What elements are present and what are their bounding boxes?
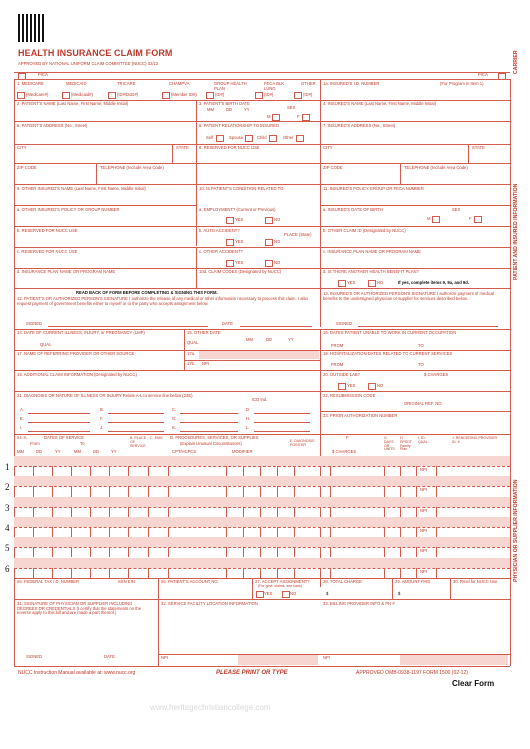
field-9c: c. RESERVED FOR NUCC USE bbox=[17, 249, 78, 254]
employment-no: NO bbox=[274, 217, 281, 222]
dx-h: H. bbox=[246, 416, 251, 421]
type-tricare: TRICARE bbox=[117, 81, 136, 86]
tricare-sub: (ID#/DoD#) bbox=[117, 92, 139, 97]
field-10b: b. AUTO ACCIDENT? bbox=[199, 228, 240, 233]
field-22: 22. RESUBMISSION CODE bbox=[323, 393, 376, 398]
service-line-input[interactable] bbox=[14, 486, 510, 496]
service-line-number: 3 bbox=[5, 502, 10, 513]
group-checkbox[interactable] bbox=[206, 92, 214, 99]
f3-yy: YY bbox=[244, 107, 250, 112]
f16-to: TO bbox=[418, 343, 424, 348]
service-line-shaded-row bbox=[14, 517, 510, 527]
field-20: 20. OUTSIDE LAB? bbox=[323, 372, 361, 377]
field-17b: 17b. bbox=[187, 361, 196, 366]
field-31: 31. SIGNATURE OF PHYSICIAN OR SUPPLIER INCLUDING DEGREES OR CREDENTIALS (I certify that the statements on the reverse apply to this bill and are made a part thereof.) bbox=[17, 601, 142, 616]
other-accident-no-checkbox[interactable] bbox=[265, 260, 273, 267]
field-13: 13. INSURED'S OR AUTHORIZED PERSON'S SIGNATURE I authorize payment of medical benefits to the undersigned physician or supplier for services described below. bbox=[323, 291, 494, 301]
qr-code bbox=[18, 14, 46, 42]
service-line-input[interactable] bbox=[14, 568, 510, 578]
service-line-npi: NPI bbox=[420, 467, 427, 473]
field-33: 33. BILLING PROVIDER INFO & PH # bbox=[323, 601, 395, 606]
rel-spouse: Spouse bbox=[229, 135, 244, 140]
service-line-divider bbox=[510, 547, 511, 557]
type-group: GROUP HEALTH PLAN bbox=[214, 81, 247, 91]
service-line-divider bbox=[510, 486, 511, 496]
dx-d: D. bbox=[246, 407, 251, 412]
field-17: 17. NAME OF REFERRING PROVIDER OR OTHER SOURCE bbox=[17, 351, 135, 356]
service-line-shaded-row bbox=[14, 476, 510, 486]
footer-approved: APPROVED OMB-0938-1197 FORM 1500 (02-12) bbox=[356, 670, 468, 676]
rel-self-checkbox[interactable] bbox=[216, 135, 224, 142]
watermark: www.heritagechristiancollege.com bbox=[150, 703, 271, 712]
field-32: 32. SERVICE FACILITY LOCATION INFORMATION bbox=[161, 601, 258, 606]
dx-g: G. bbox=[172, 416, 177, 421]
field-11a: a. INSURED'S DATE OF BIRTH bbox=[323, 207, 383, 212]
field-6: 6. PATIENT RELATIONSHIP TO INSURED bbox=[199, 123, 279, 128]
f15-qual: QUAL bbox=[187, 340, 199, 345]
feca-checkbox[interactable] bbox=[255, 92, 263, 99]
field-14: 14. DATE OF CURRENT ILLNESS, INJURY, or PREGNANCY (LMP) bbox=[17, 330, 145, 335]
field-16: 16. DATES PATIENT UNABLE TO WORK IN CURRENT OCCUPATION bbox=[323, 330, 457, 335]
col-f: F. bbox=[346, 435, 350, 440]
orig-ref: ORIGINAL REF. NO. bbox=[404, 401, 443, 406]
rel-child: Child bbox=[257, 135, 267, 140]
f15-mm: MM bbox=[246, 337, 253, 342]
insured-state-label: STATE bbox=[472, 145, 485, 150]
field-30: 30. Rsvd for NUCC Use bbox=[453, 579, 498, 584]
field-9b: b. RESERVED FOR NUCC USE bbox=[17, 228, 78, 233]
service-line-input[interactable] bbox=[14, 507, 510, 517]
zip-label: ZIP CODE bbox=[17, 165, 37, 170]
date-31: DATE bbox=[104, 654, 115, 659]
h-yy2: YY bbox=[111, 449, 117, 454]
service-line-number: 5 bbox=[5, 543, 10, 554]
other-accident-no: NO bbox=[274, 260, 281, 265]
f17b-npi: NPI bbox=[202, 361, 209, 366]
service-line-divider bbox=[510, 527, 511, 537]
field-10c: c. OTHER ACCIDENT? bbox=[199, 249, 243, 254]
icd-ind: ICD Ind. bbox=[252, 397, 268, 402]
auto-no: NO bbox=[274, 239, 281, 244]
field-24a: 24. A. bbox=[17, 435, 28, 440]
f28-dollar: $ bbox=[326, 591, 329, 596]
field-9d: d. INSURANCE PLAN NAME OR PROGRAM NAME bbox=[17, 269, 116, 274]
field-19: 19. ADDITIONAL CLAIM INFORMATION (Designated by NUCC) bbox=[17, 372, 137, 377]
assign-yes-checkbox[interactable] bbox=[256, 591, 264, 598]
clear-form-button[interactable]: Clear Form bbox=[452, 679, 495, 688]
carrier-label: CARRIER bbox=[513, 50, 519, 74]
service-line-npi: NPI bbox=[420, 487, 427, 493]
field-28: 28. TOTAL CHARGE bbox=[323, 579, 362, 584]
field-11d: d. IS THERE ANOTHER HEALTH BENEFIT PLAN? bbox=[323, 269, 419, 274]
sex-m-checkbox[interactable] bbox=[272, 114, 280, 121]
field-25: 25. FEDERAL TAX I.D. NUMBER bbox=[17, 579, 80, 584]
service-line-input[interactable] bbox=[14, 527, 510, 537]
h-mm1: MM bbox=[17, 449, 24, 454]
f16-from: FROM bbox=[331, 343, 344, 348]
medicare-sub: (Medicare#) bbox=[26, 92, 49, 97]
service-line-shaded-row bbox=[14, 558, 510, 568]
field-15: 15. OTHER DATE bbox=[187, 330, 221, 335]
f20-charges: $ CHARGES bbox=[424, 372, 449, 377]
service-line-divider bbox=[510, 507, 511, 517]
field-17a: 17a. bbox=[187, 351, 196, 356]
pica-right: PICA bbox=[478, 72, 488, 77]
col-h: H. EPSDT Family Plan bbox=[400, 436, 412, 452]
field-18: 18. HOSPITALIZATION DATES RELATED TO CURRENT SERVICES bbox=[323, 351, 453, 356]
other-plan-no: NO bbox=[377, 280, 384, 285]
field-11b: b. OTHER CLAIM ID (Designated by NUCC) bbox=[323, 228, 406, 233]
f27-note: (For govt. claims, see back) bbox=[258, 584, 303, 588]
service-line-shaded-row bbox=[14, 497, 510, 507]
col-modifier: MODIFIER bbox=[232, 449, 253, 454]
form-title: HEALTH INSURANCE CLAIM FORM bbox=[18, 48, 173, 58]
ssn-ein: SSN EIN bbox=[118, 579, 135, 584]
col-f-charges: $ CHARGES bbox=[332, 449, 357, 454]
pica-right-checkbox[interactable] bbox=[498, 73, 506, 80]
service-line-number: 4 bbox=[5, 522, 10, 533]
city-label: CITY bbox=[17, 145, 27, 150]
field-9: 9. OTHER INSURED'S NAME (Last Name, First Name, Middle Initial) bbox=[17, 186, 146, 191]
f15-yy: YY bbox=[288, 337, 294, 342]
service-line-number: 6 bbox=[5, 563, 10, 574]
employment-yes-checkbox[interactable] bbox=[226, 217, 234, 224]
tel-label: TELEPHONE (Include Area Code) bbox=[100, 165, 164, 170]
col-b: B. PLACE OF SERVICE bbox=[130, 436, 147, 448]
state-label: STATE bbox=[176, 145, 189, 150]
h-dd1: DD bbox=[36, 449, 43, 454]
field-11c: c. INSURANCE PLAN NAME OR PROGRAM NAME bbox=[323, 249, 421, 254]
insured-sex-f-checkbox[interactable] bbox=[474, 216, 482, 223]
group-sub: (ID#) bbox=[215, 92, 225, 97]
h-dd2: DD bbox=[93, 449, 100, 454]
col-i: I. ID. QUAL. bbox=[418, 436, 429, 444]
f11a-sex: SEX bbox=[452, 207, 461, 212]
col-d-note: (Explain Unusual Circumstances) bbox=[180, 441, 242, 446]
dx-f: F. bbox=[100, 416, 104, 421]
service-line-divider bbox=[510, 466, 511, 476]
type-feca: FECA BLK LUNG bbox=[264, 81, 285, 91]
service-line-divider bbox=[510, 568, 511, 578]
service-line-npi: NPI bbox=[420, 528, 427, 534]
rel-self: Self bbox=[206, 135, 214, 140]
service-line-shaded-row bbox=[14, 456, 510, 466]
dates-of-service: DATES OF SERVICE bbox=[44, 435, 85, 440]
pica-left-checkbox[interactable] bbox=[18, 73, 26, 80]
signed-31: SIGNED bbox=[26, 654, 43, 659]
f33-npi: NPI bbox=[323, 655, 330, 660]
f32-npi: NPI bbox=[161, 655, 168, 660]
f3-dd: DD bbox=[226, 107, 233, 112]
auto-yes: YES bbox=[235, 239, 244, 244]
service-line-npi: NPI bbox=[420, 507, 427, 513]
field-12: 12. PATIENT'S OR AUTHORIZED PERSON'S SIGNATURE I authorize the release of any medical or other information necessary to process this claim. I also request payment of government benefits either to myself or to the party who accepts assignment below. bbox=[17, 296, 308, 306]
other-checkbox[interactable] bbox=[294, 92, 302, 99]
service-line-input[interactable] bbox=[14, 547, 510, 557]
field-29: 29. AMOUNT PAID bbox=[395, 579, 431, 584]
field-10: 10. IS PATIENT'S CONDITION RELATED TO: bbox=[199, 186, 285, 191]
field-9a: a. OTHER INSURED'S POLICY OR GROUP NUMBER bbox=[17, 207, 120, 212]
dx-l: L. bbox=[246, 425, 250, 430]
f11a-f: F bbox=[469, 216, 472, 221]
type-other: OTHER bbox=[301, 81, 316, 86]
other-accident-yes-checkbox[interactable] bbox=[226, 260, 234, 267]
tricare-checkbox[interactable] bbox=[108, 92, 116, 99]
dx-e: E. bbox=[20, 416, 24, 421]
field-2: 2. PATIENT'S NAME (Last Name, First Name, Middle Initial) bbox=[17, 101, 129, 106]
approval-note: APPROVED BY NATIONAL UNIFORM CLAIM COMMITTEE (NUCC) 02/12 bbox=[18, 61, 159, 66]
field-10a: a. EMPLOYMENT? (Current or Previous) bbox=[199, 207, 276, 212]
lab-yes: YES bbox=[347, 383, 356, 388]
field-3: 3. PATIENT'S BIRTH DATE bbox=[199, 101, 250, 106]
f15-dd: DD bbox=[266, 337, 273, 342]
other-plan-yes: YES bbox=[347, 280, 356, 285]
h-mm2: MM bbox=[74, 449, 81, 454]
other-plan-note: If yes, complete items 9, 9a, and 9d. bbox=[398, 280, 469, 285]
patient-insured-info-label: PATIENT AND INSURED INFORMATION bbox=[513, 183, 519, 280]
read-back-note: READ BACK OF FORM BEFORE COMPLETING & SIGNING THIS FORM. bbox=[76, 290, 218, 295]
other-plan-no-checkbox[interactable] bbox=[368, 280, 376, 287]
insured-sex-m-checkbox[interactable] bbox=[432, 216, 440, 223]
field-27: 27. ACCEPT ASSIGNMENT? bbox=[255, 579, 310, 584]
rel-other: Other bbox=[283, 135, 294, 140]
field-4: 4. INSURED'S NAME (Last Name, First Name, Middle Initial) bbox=[323, 101, 436, 106]
service-line-npi: NPI bbox=[420, 568, 427, 574]
assign-no: NO bbox=[290, 591, 297, 596]
other-sub: (ID#) bbox=[303, 92, 313, 97]
medicaid-sub: (Medicaid#) bbox=[71, 92, 93, 97]
signed-12: SIGNED bbox=[26, 321, 43, 326]
employment-no-checkbox[interactable] bbox=[265, 217, 273, 224]
champva-checkbox[interactable] bbox=[162, 92, 170, 99]
signed-13: SIGNED bbox=[336, 321, 353, 326]
type-champva: CHAMPVA bbox=[169, 81, 190, 86]
insured-tel-label: TELEPHONE (Include Area Code) bbox=[404, 165, 468, 170]
footer-print: PLEASE PRINT OR TYPE bbox=[216, 670, 288, 676]
medicare-checkbox[interactable] bbox=[17, 92, 25, 99]
col-from: From bbox=[30, 441, 40, 446]
f11a-m: M bbox=[427, 216, 431, 221]
rel-spouse-checkbox[interactable] bbox=[245, 135, 253, 142]
dx-b: B. bbox=[100, 407, 104, 412]
auto-no-checkbox[interactable] bbox=[265, 239, 273, 246]
field-10d: 10d. CLAIM CODES (Designated by NUCC) bbox=[199, 269, 282, 274]
service-line-number: 2 bbox=[5, 482, 10, 493]
dx-i: I. bbox=[20, 425, 23, 430]
lab-no-checkbox[interactable] bbox=[368, 383, 376, 390]
f29-dollar: $ bbox=[398, 591, 401, 596]
field-21: 21. DIAGNOSIS OR NATURE OF ILLNESS OR INJURY Relate A-L to service line below (24E) bbox=[17, 393, 193, 398]
col-c: C. EMG bbox=[150, 436, 163, 440]
service-line-shaded-row bbox=[14, 537, 510, 547]
f18-to: TO bbox=[418, 362, 424, 367]
footer-manual: NUCC Instruction Manual available at: www.nucc.org bbox=[18, 670, 136, 676]
col-g: G. DAYS OR UNITS bbox=[384, 436, 395, 452]
medicaid-checkbox[interactable] bbox=[62, 92, 70, 99]
col-to: To bbox=[80, 441, 85, 446]
physician-supplier-info-label: PHYSICIAN OR SUPPLIER INFORMATION bbox=[513, 479, 519, 582]
field-7: 7. INSURED'S ADDRESS (No., Street) bbox=[323, 123, 396, 128]
field-23: 23. PRIOR AUTHORIZATION NUMBER bbox=[323, 413, 398, 418]
auto-yes-checkbox[interactable] bbox=[226, 239, 234, 246]
field-11: 11. INSURED'S POLICY GROUP OR FECA NUMBER bbox=[323, 186, 424, 191]
employment-yes: YES bbox=[235, 217, 244, 222]
field-8: 8. RESERVED FOR NUCC USE bbox=[199, 145, 260, 150]
col-cpt: CPT/HCPCS bbox=[172, 449, 197, 454]
rel-other-checkbox[interactable] bbox=[296, 135, 304, 142]
f3-m: M bbox=[267, 114, 271, 119]
lab-yes-checkbox[interactable] bbox=[338, 383, 346, 390]
insured-city-label: CITY bbox=[323, 145, 333, 150]
field-26: 26. PATIENT'S ACCOUNT NO. bbox=[161, 579, 219, 584]
col-j: J. RENDERING PROVIDER ID. # bbox=[452, 436, 498, 444]
other-accident-yes: YES bbox=[235, 260, 244, 265]
col-d: D. PROCEDURES, SERVICES, OR SUPPLIES bbox=[170, 435, 259, 440]
h-yy1: YY bbox=[55, 449, 61, 454]
insured-zip-label: ZIP CODE bbox=[323, 165, 343, 170]
f14-qual: QUAL bbox=[40, 342, 52, 347]
place-state: PLACE (State) bbox=[284, 232, 312, 237]
other-plan-yes-checkbox[interactable] bbox=[338, 280, 346, 287]
champva-sub: (Member ID#) bbox=[171, 92, 197, 97]
field-1a-note: (For Program in Item 1) bbox=[440, 81, 484, 86]
dx-c: C. bbox=[172, 407, 177, 412]
sex-f-checkbox[interactable] bbox=[302, 114, 310, 121]
field-1a: 1a. INSURED'S I.D. NUMBER bbox=[323, 81, 380, 86]
service-line-number: 1 bbox=[5, 462, 10, 472]
assign-yes: YES bbox=[264, 591, 273, 596]
lab-no: NO bbox=[377, 383, 384, 388]
service-line-input[interactable] bbox=[14, 466, 510, 476]
feca-sub: (ID#) bbox=[264, 92, 274, 97]
f18-from: FROM bbox=[331, 362, 344, 367]
service-line-npi: NPI bbox=[420, 548, 427, 554]
dx-j: J. bbox=[100, 425, 104, 430]
dx-a: A. bbox=[20, 407, 24, 412]
type-medicaid: MEDICAID bbox=[66, 81, 87, 86]
dx-k: K. bbox=[172, 425, 176, 430]
col-e: E. DIAGNOSIS POINTER bbox=[290, 439, 315, 447]
date-12: DATE bbox=[222, 321, 233, 326]
f3-f: F bbox=[297, 114, 300, 119]
f3-mm: MM bbox=[207, 107, 214, 112]
field-5: 5. PATIENT'S ADDRESS (No., Street) bbox=[17, 123, 88, 128]
f3-sex: SEX bbox=[287, 105, 296, 110]
assign-no-checkbox[interactable] bbox=[282, 591, 290, 598]
type-medicare: 1. MEDICARE bbox=[17, 81, 44, 86]
rel-child-checkbox[interactable] bbox=[269, 135, 277, 142]
pica-left: PICA bbox=[38, 72, 48, 77]
